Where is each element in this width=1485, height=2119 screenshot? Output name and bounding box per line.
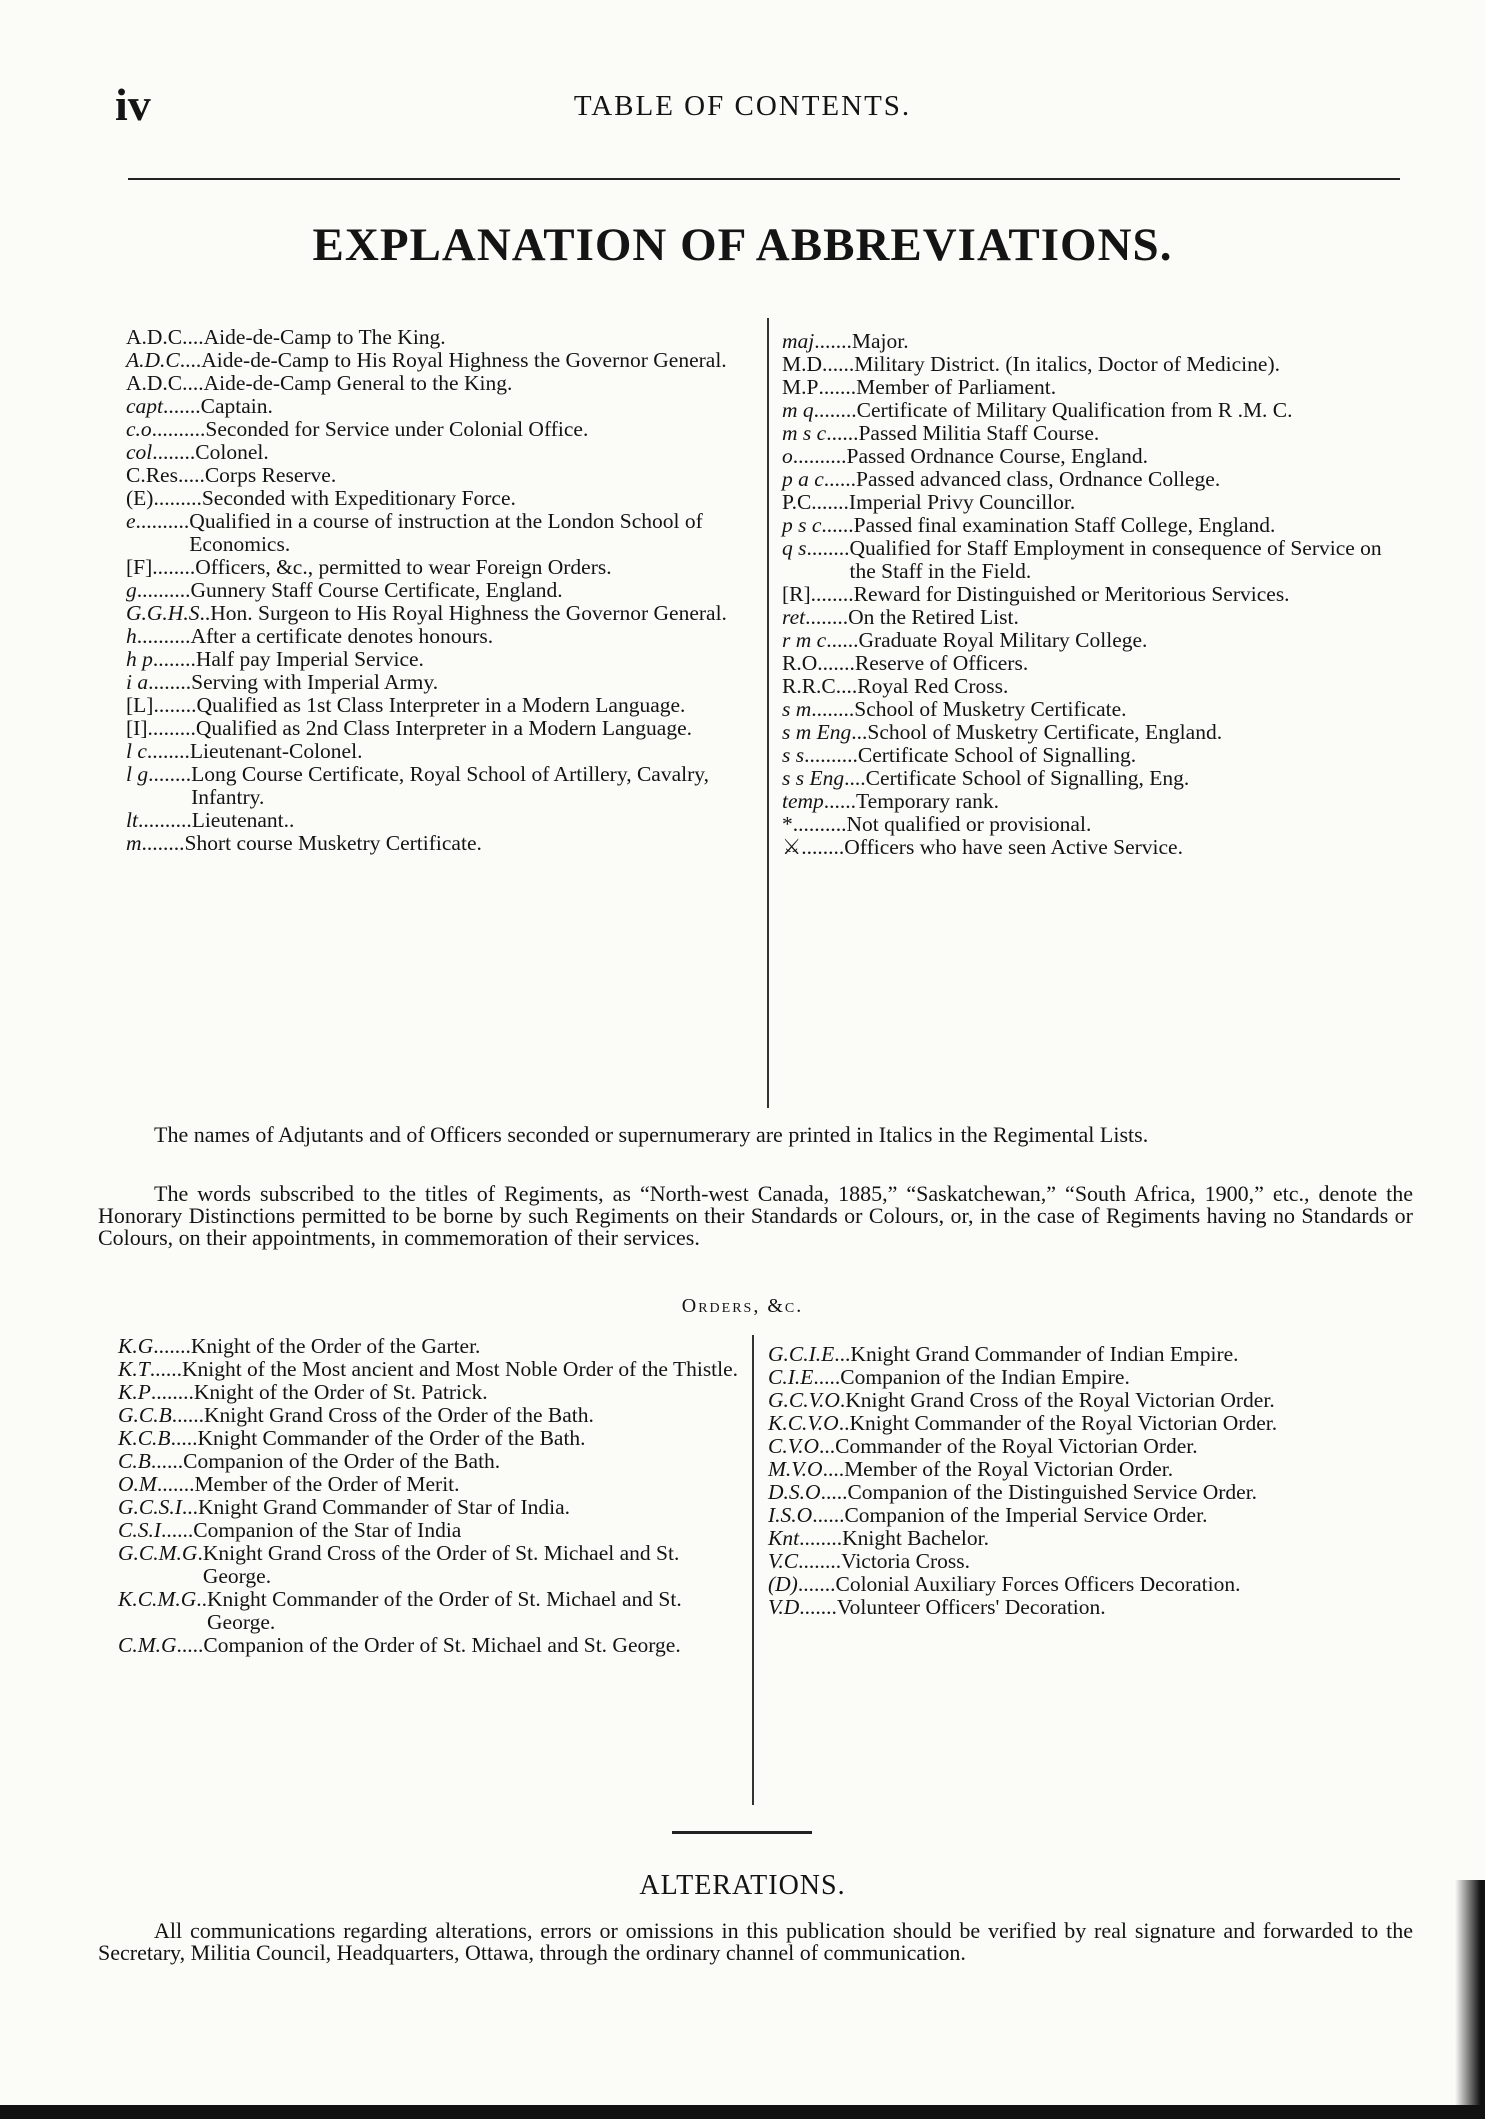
leader-dots: ........ — [152, 647, 196, 671]
abbreviation-entry — [768, 1389, 1410, 1412]
abbreviation-term: r m c — [782, 628, 827, 652]
leader-dots: ..... — [176, 1633, 204, 1657]
abbreviation-definition: Knight of the Most ancient and Most Noble Order of the Thistle. — [181, 1357, 739, 1381]
leader-dots: ......... — [153, 486, 202, 510]
abbreviation-definition: Aide-de-Camp to His Royal Highness the Governor General. — [201, 348, 727, 372]
abbreviation-entry — [118, 1542, 740, 1588]
abbreviation-definition: Knight Bachelor. — [842, 1526, 989, 1550]
abbreviation-entry — [768, 1435, 1410, 1458]
abbreviation-term: l g — [126, 762, 149, 786]
abbreviation-entry — [782, 514, 1410, 537]
abbreviation-definition: Member of Parliament. — [856, 375, 1057, 399]
leader-dots: ........ — [153, 693, 197, 717]
leader-dots: ........ — [148, 762, 192, 786]
abbreviation-entry — [126, 395, 752, 418]
abbreviation-entry — [782, 629, 1410, 652]
abbreviation-term: [L] — [126, 693, 154, 717]
leader-dots: ...... — [171, 1403, 204, 1427]
abbreviation-definition: Colonel. — [195, 440, 269, 464]
abbreviation-entry — [782, 445, 1410, 468]
leader-dots: ......... — [147, 716, 196, 740]
abbreviation-term: o — [782, 444, 793, 468]
abbreviation-entry — [118, 1519, 740, 1542]
abbreviation-term: K.C.B — [118, 1426, 171, 1450]
abbreviation-definition: Companion of the Order of St. Michael and St. George. — [203, 1633, 681, 1657]
leader-dots: ..... — [177, 463, 205, 487]
abbreviation-entry — [118, 1404, 740, 1427]
abbreviation-definition: Passed Ordnance Course, England. — [846, 444, 1149, 468]
abbreviation-entry — [126, 464, 752, 487]
abbreviation-definition: Royal Red Cross. — [857, 674, 1009, 698]
abbreviation-definition: Lieutenant-Colonel. — [189, 739, 363, 763]
abbreviations-left-column — [126, 326, 752, 855]
leader-dots: ........ — [150, 1380, 194, 1404]
alterations-heading: ALTERATIONS. — [639, 1870, 846, 1901]
section-rule — [672, 1831, 812, 1834]
leader-dots: ...... — [826, 628, 859, 652]
abbreviation-definition: Colonial Auxiliary Forces Officers Decoration. — [835, 1572, 1241, 1596]
leader-dots: .... — [179, 348, 202, 372]
abbreviation-term: s s Eng — [782, 766, 845, 790]
abbreviation-term: C.B — [118, 1449, 151, 1473]
abbreviation-term: [F] — [126, 555, 153, 579]
abbreviation-entry — [768, 1343, 1410, 1366]
abbreviation-entry — [126, 602, 752, 625]
leader-dots: .......... — [151, 417, 206, 441]
abbreviation-term: O.M — [118, 1472, 157, 1496]
leader-dots: .......... — [137, 808, 192, 832]
alterations-paragraph: All communications regarding alterations, errors or omissions in this publication should be verified by real signature and forwarded to the Secretary, Militia Council, Headquarters, Ottawa, through the ordinary channel of communication. — [98, 1918, 1413, 1965]
abbreviation-entry — [782, 537, 1410, 583]
abbreviation-definition: Knight Grand Commander of Indian Empire. — [850, 1342, 1239, 1366]
abbreviation-term: s m Eng — [782, 720, 852, 744]
abbreviation-entry — [118, 1427, 740, 1450]
leader-dots: ... — [818, 1434, 836, 1458]
abbreviation-definition: Hon. Surgeon to His Royal Highness the Governor General. — [210, 601, 727, 625]
abbreviation-term: capt — [126, 394, 164, 418]
abbreviation-term: K.C.M.G — [118, 1587, 197, 1611]
abbreviation-term: g — [126, 578, 137, 602]
orders-heading: Orders, &c. — [681, 1295, 804, 1317]
abbreviation-entry — [126, 349, 752, 372]
leader-dots: ... — [834, 1342, 851, 1366]
abbreviation-entry — [768, 1481, 1410, 1504]
abbreviation-entry — [782, 813, 1410, 836]
abbreviation-term: m s c — [782, 421, 827, 445]
leader-dots: ... — [181, 1495, 199, 1519]
abbreviation-entry — [126, 625, 752, 648]
abbreviation-term: * — [782, 812, 793, 836]
abbreviation-term: G.G.H.S — [126, 601, 200, 625]
abbreviation-definition: Companion of the Imperial Service Order. — [844, 1503, 1208, 1527]
leader-dots: ...... — [161, 1518, 194, 1542]
abbreviation-entry — [118, 1358, 740, 1381]
abbreviation-term: A.D.C — [126, 325, 183, 349]
leader-dots: ....... — [811, 490, 849, 514]
abbreviation-definition: Member of the Order of Merit. — [194, 1472, 460, 1496]
abbreviation-term: lt — [126, 808, 138, 832]
abbreviation-entry — [118, 1381, 740, 1404]
abbreviation-definition: Major. — [851, 329, 909, 353]
abbreviation-entry — [782, 330, 1410, 353]
abbreviation-term: I.S.O — [768, 1503, 813, 1527]
abbreviation-term: e — [126, 509, 136, 533]
abbreviation-definition: Knight of the Order of St. Patrick. — [193, 1380, 488, 1404]
abbreviation-entry — [782, 422, 1410, 445]
abbreviation-term: C.S.I — [118, 1518, 161, 1542]
abbreviation-term: D.S.O — [768, 1480, 821, 1504]
abbreviation-entry — [768, 1366, 1410, 1389]
abbreviation-term: p a c — [782, 467, 824, 491]
abbreviation-definition: Victoria Cross. — [841, 1549, 970, 1573]
orders-right-column — [768, 1343, 1410, 1619]
leader-dots: ........ — [148, 670, 192, 694]
abbreviation-definition: Knight Grand Cross of the Order of St. Michael and St. George. — [202, 1541, 680, 1588]
abbreviation-definition: Seconded with Expeditionary Force. — [201, 486, 516, 510]
abbreviation-entry — [768, 1596, 1410, 1619]
abbreviation-definition: Knight Grand Cross of the Order of the Bath. — [204, 1403, 594, 1427]
abbreviation-definition: Lieutenant.. — [191, 808, 295, 832]
abbreviation-entry — [126, 556, 752, 579]
abbreviation-term: s m — [782, 697, 812, 721]
abbreviation-definition: Knight Grand Cross of the Royal Victorian Order. — [845, 1388, 1275, 1412]
leader-dots: ...... — [149, 1357, 182, 1381]
abbreviation-term: K.P — [118, 1380, 151, 1404]
leader-dots: .......... — [136, 624, 191, 648]
abbreviation-term: K.T — [118, 1357, 150, 1381]
abbreviation-term: C.M.G — [118, 1633, 177, 1657]
abbreviation-term: ⚔ — [782, 835, 802, 859]
leader-dots: ...... — [812, 1503, 845, 1527]
abbreviation-entry — [768, 1550, 1410, 1573]
abbreviation-definition: Knight Commander of the Royal Victorian Order. — [849, 1411, 1278, 1435]
abbreviation-definition: Companion of the Star of India — [193, 1518, 462, 1542]
leader-dots: ....... — [817, 651, 855, 675]
abbreviation-definition: Aide-de-Camp General to the King. — [203, 371, 513, 395]
abbreviation-entry — [118, 1335, 740, 1358]
leader-dots: ........ — [811, 697, 855, 721]
abbreviation-entry — [782, 583, 1410, 606]
abbreviation-entry — [782, 606, 1410, 629]
abbreviation-term: m q — [782, 398, 814, 422]
abbreviation-term: i a — [126, 670, 149, 694]
abbreviation-term: l c — [126, 739, 147, 763]
leader-dots: ....... — [797, 1572, 836, 1596]
abbreviation-term: m — [126, 831, 142, 855]
abbreviation-entry — [118, 1450, 740, 1473]
leader-dots: .......... — [792, 444, 847, 468]
leader-dots: ...... — [822, 352, 855, 376]
abbreviation-term: C.Res — [126, 463, 178, 487]
leader-dots: ........ — [141, 831, 185, 855]
abbreviation-definition: Serving with Imperial Army. — [191, 670, 439, 694]
abbreviation-entry — [126, 372, 752, 395]
leader-dots: .... — [822, 1457, 845, 1481]
abbreviation-term: h p — [126, 647, 153, 671]
abbreviation-definition: Long Course Certificate, Royal School of Artillery, Cavalry, Infantry. — [191, 762, 709, 809]
abbreviation-definition: Gunnery Staff Course Certificate, England. — [190, 578, 563, 602]
abbreviation-definition: School of Musketry Certificate, England. — [867, 720, 1223, 744]
abbreviation-term: R.O — [782, 651, 818, 675]
leader-dots: .......... — [804, 743, 858, 767]
abbreviation-definition: Passed Militia Staff Course. — [858, 421, 1100, 445]
leader-dots: ..... — [170, 1426, 198, 1450]
abbreviation-term: G.C.I.E — [768, 1342, 835, 1366]
abbreviation-definition: Knight of the Order of the Garter. — [190, 1334, 481, 1358]
abbreviation-entry — [126, 717, 752, 740]
abbreviation-entry — [782, 698, 1410, 721]
abbreviation-term: (D) — [768, 1572, 798, 1596]
abbreviation-entry — [782, 399, 1410, 422]
abbreviation-term: V.D — [768, 1595, 800, 1619]
leader-dots: ...... — [826, 421, 859, 445]
abbreviation-definition: Military District. (In italics, Doctor of Medicine). — [854, 352, 1280, 376]
abbreviation-definition: Qualified as 2nd Class Interpreter in a Modern Language. — [195, 716, 692, 740]
abbreviation-definition: Passed final examination Staff College, England. — [853, 513, 1276, 537]
leader-dots: .... — [835, 674, 858, 698]
abbreviation-definition: After a certificate denotes honours. — [190, 624, 494, 648]
abbreviation-definition: Certificate of Military Qualification from R .M. C. — [856, 398, 1293, 422]
abbreviation-term: C.V.O — [768, 1434, 819, 1458]
running-title: TABLE OF CONTENTS. — [573, 90, 912, 122]
header-rule — [128, 178, 1400, 180]
leader-dots: ....... — [818, 375, 857, 399]
abbreviation-definition: Volunteer Officers' Decoration. — [836, 1595, 1106, 1619]
abbreviation-term: h — [126, 624, 137, 648]
abbreviation-term: C.I.E — [768, 1365, 814, 1389]
leader-dots: ........ — [152, 440, 196, 464]
leader-dots: .. — [838, 1411, 850, 1435]
abbreviation-definition: Companion of the Indian Empire. — [840, 1365, 1130, 1389]
leader-dots: ...... — [823, 467, 857, 491]
abbreviation-definition: Captain. — [200, 394, 273, 418]
abbreviation-entry — [126, 579, 752, 602]
leader-dots: .... — [844, 766, 866, 790]
leader-dots: ........ — [798, 1549, 842, 1573]
abbreviation-entry — [782, 721, 1410, 744]
abbreviation-term: V.C — [768, 1549, 799, 1573]
abbreviation-term: c.o — [126, 417, 152, 441]
abbreviation-term: G.C.S.I — [118, 1495, 182, 1519]
abbreviation-definition: Officers, &c., permitted to wear Foreign Orders. — [195, 555, 612, 579]
abbreviation-entry — [126, 418, 752, 441]
abbreviation-entry — [782, 767, 1410, 790]
leader-dots: .......... — [135, 509, 190, 533]
abbreviation-entry — [782, 468, 1410, 491]
leader-dots: ........ — [813, 398, 857, 422]
leader-dots: ....... — [163, 394, 201, 418]
abbreviation-entry — [118, 1496, 740, 1519]
abbreviation-definition: Knight Grand Commander of Star of India. — [198, 1495, 571, 1519]
scan-bottom-border — [0, 2105, 1485, 2119]
abbreviation-entry — [782, 675, 1410, 698]
abbreviation-definition: Qualified for Staff Employment in consequence of Service on the Staff in the Field. — [849, 536, 1382, 583]
abbreviation-entry — [118, 1634, 740, 1657]
abbreviation-term: [I] — [126, 716, 148, 740]
leader-dots: ....... — [156, 1472, 195, 1496]
abbreviation-definition: Not qualified or provisional. — [846, 812, 1092, 836]
honorary-distinctions-paragraph: The words subscribed to the titles of Regiments, as “North-west Canada, 1885,” “Saskatchewan,” “South Africa, 1900,” etc., denote the Honorary Distinctions permitted to be borne by such Regiments on their Standards or Colours, or, in the case of Regiments having no Standards or Colours, on their appointments, in commemoration of their services. — [98, 1181, 1413, 1250]
abbreviation-term: s s — [782, 743, 805, 767]
abbreviation-definition: On the Retired List. — [848, 605, 1019, 629]
abbreviation-term: q s — [782, 536, 807, 560]
abbreviation-entry — [782, 790, 1410, 813]
leader-dots: ..... — [813, 1365, 841, 1389]
leader-dots: .. — [199, 601, 211, 625]
abbreviation-term: M.P — [782, 375, 819, 399]
leader-dots: ........ — [801, 835, 845, 859]
leader-dots: ....... — [799, 1595, 837, 1619]
abbreviation-definition: Knight Commander of the Order of the Bath. — [197, 1426, 586, 1450]
abbreviation-definition: Knight Commander of the Order of St. Michael and St. George. — [207, 1587, 682, 1634]
abbreviation-term: temp — [782, 789, 824, 813]
abbreviation-definition: Short course Musketry Certificate. — [184, 831, 482, 855]
abbreviation-term: P.C — [782, 490, 812, 514]
abbreviation-term: G.C.V.O — [768, 1388, 840, 1412]
abbreviation-definition: Companion of the Distinguished Service Order. — [847, 1480, 1258, 1504]
italics-note-paragraph: The names of Adjutants and of Officers seconded or supernumerary are printed in Italics in the Regimental Lists. — [154, 1122, 1149, 1147]
abbreviation-term: Knt — [768, 1526, 800, 1550]
abbreviation-entry — [782, 744, 1410, 767]
abbreviation-term: K.G — [118, 1334, 154, 1358]
leader-dots: ...... — [150, 1449, 184, 1473]
leader-dots: .... — [182, 371, 204, 395]
abbreviation-entry — [126, 694, 752, 717]
abbreviation-definition: Aide-de-Camp to The King. — [203, 325, 446, 349]
leader-dots: ....... — [814, 329, 852, 353]
page-edge-shadow — [1455, 1880, 1485, 2105]
abbreviation-definition: Officers who have seen Active Service. — [844, 835, 1183, 859]
abbreviation-term: col — [126, 440, 153, 464]
abbreviation-definition: Seconded for Service under Colonial Office. — [205, 417, 589, 441]
leader-dots: . — [839, 1388, 846, 1412]
leader-dots: .......... — [136, 578, 191, 602]
leader-dots: ........ — [146, 739, 190, 763]
abbreviation-term: G.C.B — [118, 1403, 172, 1427]
abbreviation-definition: Reserve of Officers. — [854, 651, 1029, 675]
abbreviation-term: K.C.V.O — [768, 1411, 839, 1435]
leader-dots: ...... — [821, 513, 854, 537]
abbreviation-definition: Temporary rank. — [856, 789, 1000, 813]
leader-dots: ........ — [799, 1526, 843, 1550]
abbreviation-definition: Passed advanced class, Ordnance College. — [856, 467, 1221, 491]
abbreviations-right-column — [782, 330, 1410, 859]
abbreviation-definition: Imperial Privy Councillor. — [848, 490, 1076, 514]
abbreviation-definition: Certificate School of Signalling. — [857, 743, 1137, 767]
leader-dots: ...... — [823, 789, 857, 813]
leader-dots: ....... — [153, 1334, 191, 1358]
abbreviation-term: p s c — [782, 513, 822, 537]
abbreviation-entry — [126, 740, 752, 763]
abbreviation-entry — [768, 1573, 1410, 1596]
abbreviation-entry — [126, 809, 752, 832]
column-divider — [767, 318, 769, 1108]
abbreviation-definition: Certificate School of Signalling, Eng. — [865, 766, 1190, 790]
abbreviation-definition: Reward for Distinguished or Meritorious Services. — [853, 582, 1290, 606]
page-title: EXPLANATION OF ABBREVIATIONS. — [312, 219, 1173, 271]
abbreviation-entry — [126, 648, 752, 671]
abbreviation-term: A.D.C — [126, 371, 183, 395]
leader-dots: .... — [182, 325, 204, 349]
abbreviation-definition: Graduate Royal Military College. — [858, 628, 1148, 652]
abbreviation-entry — [782, 376, 1410, 399]
abbreviation-definition: Half pay Imperial Service. — [195, 647, 424, 671]
abbreviation-entry — [782, 836, 1410, 859]
abbreviation-entry — [768, 1527, 1410, 1550]
abbreviation-entry — [782, 652, 1410, 675]
abbreviation-entry — [126, 326, 752, 349]
abbreviation-definition: Corps Reserve. — [204, 463, 337, 487]
abbreviation-term: G.C.M.G — [118, 1541, 198, 1565]
abbreviation-entry — [118, 1473, 740, 1496]
leader-dots: .......... — [792, 812, 847, 836]
abbreviation-entry — [768, 1458, 1410, 1481]
leader-dots: ... — [851, 720, 868, 744]
leader-dots: ........ — [810, 582, 854, 606]
abbreviation-entry — [782, 353, 1410, 376]
abbreviation-entry — [768, 1412, 1410, 1435]
abbreviation-term: (E) — [126, 486, 154, 510]
abbreviation-term: A.D.C — [126, 348, 180, 372]
abbreviation-definition: Qualified in a course of instruction at the London School of Economics. — [189, 509, 703, 556]
abbreviation-term: ret — [782, 605, 806, 629]
abbreviation-entry — [126, 832, 752, 855]
page-number: iv — [115, 79, 151, 130]
abbreviation-definition: Companion of the Order of the Bath. — [183, 1449, 501, 1473]
abbreviation-term: M.V.O — [768, 1457, 823, 1481]
abbreviation-entry — [126, 763, 752, 809]
abbreviation-entry — [126, 671, 752, 694]
abbreviation-term: M.D — [782, 352, 823, 376]
leader-dots: ........ — [152, 555, 196, 579]
leader-dots: ........ — [806, 536, 850, 560]
abbreviation-entry — [782, 491, 1410, 514]
abbreviation-definition: Member of the Royal Victorian Order. — [844, 1457, 1174, 1481]
abbreviation-definition: Qualified as 1st Class Interpreter in a Modern Language. — [196, 693, 686, 717]
abbreviation-entry — [768, 1504, 1410, 1527]
orders-left-column — [118, 1335, 740, 1657]
leader-dots: .. — [196, 1587, 207, 1611]
abbreviation-entry — [126, 510, 752, 556]
abbreviation-term: maj — [782, 329, 815, 353]
abbreviation-definition: Commander of the Royal Victorian Order. — [835, 1434, 1198, 1458]
leader-dots: ........ — [805, 605, 849, 629]
abbreviation-entry — [126, 441, 752, 464]
abbreviation-term: [R] — [782, 582, 811, 606]
leader-dots: ..... — [820, 1480, 848, 1504]
orders-column-divider — [752, 1335, 754, 1805]
leader-dots: . — [197, 1541, 203, 1565]
abbreviation-definition: School of Musketry Certificate. — [854, 697, 1127, 721]
abbreviation-term: R.R.C — [782, 674, 836, 698]
abbreviation-entry — [118, 1588, 740, 1634]
abbreviation-entry — [126, 487, 752, 510]
